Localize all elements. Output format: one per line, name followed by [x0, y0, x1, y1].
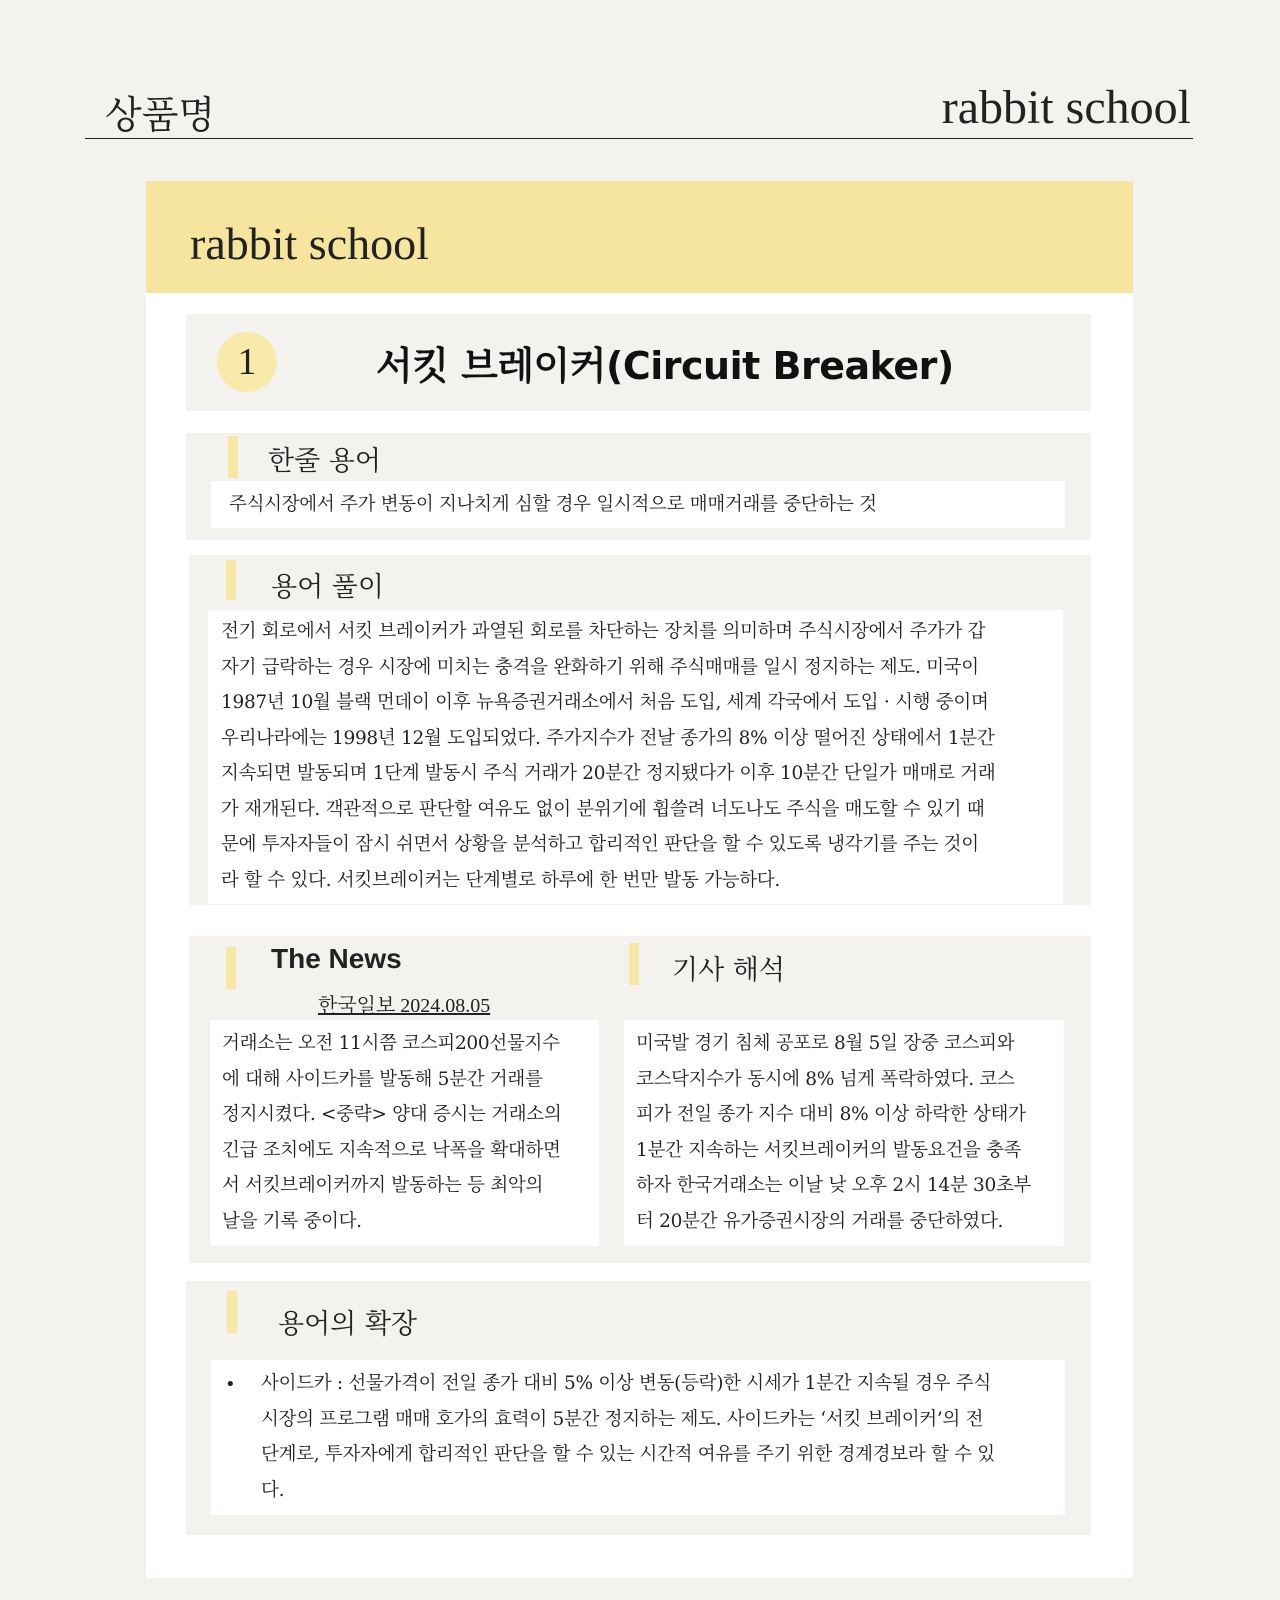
explanation-title: 용어 풀이	[271, 572, 384, 603]
one-line-title: 한줄 용어	[268, 446, 381, 477]
text-line: 자기 급락하는 경우 시장에 미치는 충격을 완화하기 위해 주식매매를 일시 정지하는 제도. 미국이	[221, 656, 979, 678]
text-line: 날을 기록 중이다.	[222, 1210, 362, 1232]
text-line: 가 재개된다. 객관적으로 판단할 여유도 없이 분위기에 휩쓸려 너도나도 주식을 매도할 수 있기 때	[221, 798, 985, 820]
one-line-panel	[186, 433, 1091, 540]
news-text	[222, 1026, 561, 1239]
text-line: 긴급 조치에도 지속적으로 낙폭을 확대하면	[222, 1139, 561, 1161]
text-line: 문에 투자자들이 잠시 쉬면서 상황을 분석하고 합리적인 판단을 할 수 있도록 냉각기를 주는 것이	[221, 834, 979, 855]
news-box	[210, 1020, 599, 1246]
text-line: 에 대해 사이드카를 발동해 5분간 거래를	[222, 1068, 543, 1090]
card-brand: rabbit school	[190, 218, 429, 269]
text-line: 거래소는 오전 11시쯤 코스피200선물지수	[222, 1033, 560, 1054]
text-line: 라 할 수 있다. 서킷브레이커는 단계별로 하루에 한 번만 발동 가능하다.	[221, 869, 780, 891]
text-line: 지속되면 발동되며 1단계 발동시 주식 거래가 20분간 정지됐다가 이후 10분간 단일가 매매로 거래	[221, 763, 996, 784]
content-card	[146, 181, 1133, 1578]
one-line-box	[211, 481, 1065, 528]
text-line: 미국발 경기 침체 공포로 8월 5일 장중 코스피와	[636, 1033, 1015, 1054]
analysis-box	[624, 1020, 1064, 1246]
section-accent-bar	[226, 560, 236, 600]
section-accent-bar	[227, 1291, 237, 1333]
text-line: 피가 전일 종가 지수 대비 8% 이상 하락한 상태가	[636, 1104, 1026, 1125]
extension-text	[261, 1366, 995, 1508]
page-header	[85, 70, 1193, 139]
section-accent-bar	[228, 436, 238, 478]
text-line: 코스닥지수가 동시에 8% 넘게 폭락하였다. 코스	[636, 1068, 1015, 1090]
term-number-badge: 1	[217, 332, 277, 392]
extension-panel	[186, 1281, 1091, 1535]
text-line: 1987년 10월 블랙 먼데이 이후 뉴욕증권거래소에서 처음 도입, 세계 각국에서 도입 · 시행 중이며	[221, 692, 989, 713]
explanation-text	[221, 614, 995, 898]
text-line: 서 서킷브레이커까지 발동하는 등 최악의	[222, 1175, 544, 1196]
text-line: 단계로, 투자자에게 합리적인 판단을 할 수 있는 시간적 여유를 주기 위한 경계경보라 할 수 있	[261, 1444, 995, 1465]
analysis-text	[636, 1026, 1031, 1239]
news-panel	[189, 936, 1091, 1263]
header-brand: rabbit school	[941, 81, 1191, 134]
bullet-marker: •	[225, 1374, 236, 1395]
term-title-panel	[186, 314, 1091, 411]
text-line: 하자 한국거래소는 이날 낮 오후 2시 14분 30초부	[636, 1175, 1032, 1196]
text-line: 전기 회로에서 서킷 브레이커가 과열된 회로를 차단하는 장치를 의미하며 주식시장에서 주가가 갑	[221, 621, 986, 642]
news-title: The News	[271, 943, 402, 974]
product-name-label: 상품명	[105, 93, 216, 137]
text-line: 1분간 지속하는 서킷브레이커의 발동요건을 충족	[636, 1139, 1022, 1161]
section-accent-bar	[629, 943, 639, 985]
section-accent-bar	[226, 947, 236, 989]
text-line: 시장의 프로그램 매매 호가의 효력이 5분간 정지하는 제도. 사이드카는 ‘서킷 브레이커’의 전	[261, 1408, 984, 1430]
extension-box	[211, 1360, 1065, 1515]
analysis-title: 기사 해석	[672, 955, 785, 986]
term-title: 서킷 브레이커(Circuit Breaker)	[376, 344, 954, 388]
text-line: 우리나라에는 1998년 12월 도입되었다. 주가지수가 전날 종가의 8% 이상 떨어진 상태에서 1분간	[221, 727, 995, 749]
card-banner	[146, 181, 1133, 293]
text-line: 터 20분간 유가증권시장의 거래를 중단하였다.	[636, 1210, 1004, 1232]
text-line: 다.	[261, 1479, 285, 1501]
news-source: 한국일보 2024.08.05	[318, 995, 491, 1017]
extension-title: 용어의 확장	[278, 1309, 417, 1340]
explanation-box	[208, 610, 1063, 904]
text-line: 사이드카 : 선물가격이 전일 종가 대비 5% 이상 변동(등락)한 시세가 1분간 지속될 경우 주식	[261, 1373, 991, 1394]
explanation-panel	[189, 555, 1091, 905]
one-line-text: 주식시장에서 주가 변동이 지나치게 심할 경우 일시적으로 매매거래를 중단하는 것	[229, 494, 877, 515]
text-line: 정지시켰다. <중략> 양대 증시는 거래소의	[222, 1104, 562, 1125]
